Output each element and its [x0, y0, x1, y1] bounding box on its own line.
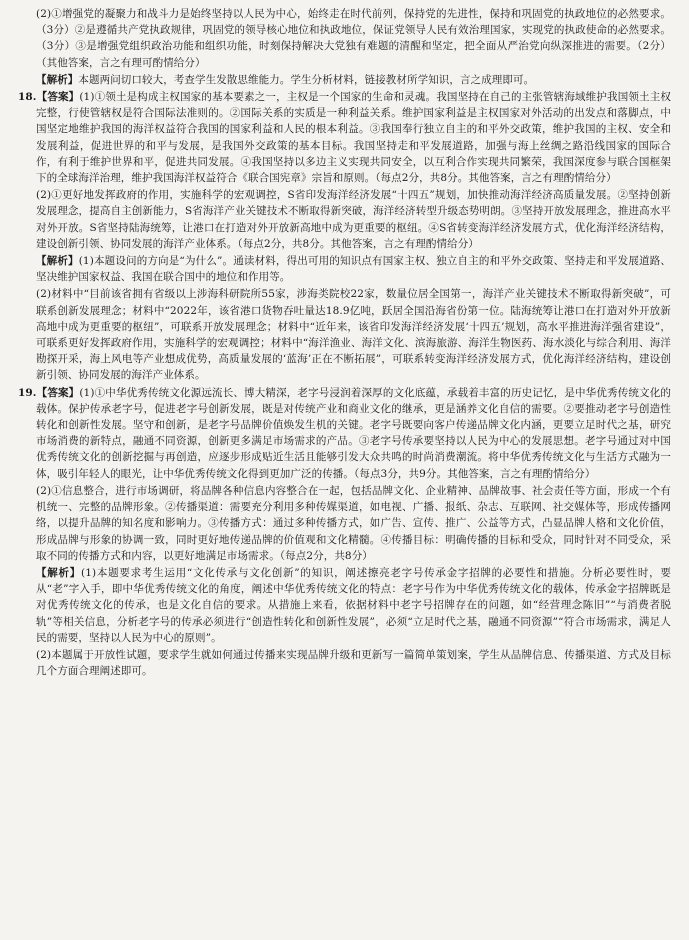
q18-part2-answer-text: (2)①更好地发挥政府的作用，实施科学的宏观调控，S省印发海洋经济发展“十四五”规划，加快推动海洋经济高质量发展。②坚持创新发展理念，提高自主创新能力，S省海洋产业关键技术不断取得新突破，海洋经济转型升级态势明朗。③坚持开放发展理念，推进高水平对外开放。S省坚持陆海统筹，让港口在打造对外开放新高地中成为更重要的枢纽。④S省转变海洋经济发展方式，优化海洋经济结构，建设创新引领、协同发展的海洋产业体系。（每点2分，共8分。其他答案，言之有理酌情给分） — [36, 189, 671, 250]
q18-analysis-part2-text: (2)材料中“目前该省拥有省级以上涉海科研院所55家，涉海类院校22家，数量位居全国第一，海洋产业关键技术不断取得新突破”，可联系创新发展理念；材料中“2022年，该省港口货物吞吐量达18.9亿吨，跃居全国沿海省份第一位。陆海统筹让港口在打造对外开放新高地中成为更重要的枢纽”，可联系开放发展理念；材料中“近年来，该省印发海洋经济发展‘十四五’规划，高水平推进海洋强省建设”，可联系更好发挥政府作用，实施科学的宏观调控；材料中“海洋渔业、海洋文化、滨海旅游、海洋生物医药、海水淡化与综合利用、海洋勘探开采，海上风电等产业想成优势，高质量发展的‘蓝海’正在不断拓展”，可联系转变海洋经济发展方式，优化海洋经济结构，建设创新引领、协同发展的海洋产业体系。 — [36, 288, 671, 382]
question-number-18: 18. — [18, 91, 37, 104]
q19-analysis-part2-text: (2)本题属于开放性试题，要求学生就如何通过传播来实现品牌升级和更新写一篇简单策划案，学生从品牌信息、传播渠道、方式及目标几个方面合理阐述即可。 — [36, 648, 671, 678]
q19-answer — [18, 385, 671, 482]
q19-part2-answer-text: (2)①信息整合，进行市场调研，将品牌各种信息内容整合在一起，包括品牌文化、企业精神、品牌故事、社会责任等方面，形成一个有机统一、完整的品牌形象。②传播渠道：需要充分利用多种传媒渠道，如电视、广播、报纸、杂志、互联网、社交媒体等，形成传播网络，以提升品牌的知名度和影响力。③传播方式：通过多种传播方式，如广告、宣传、推广、公益等方式，凸显品牌人格和文化价值，形成品牌与形象的协调一致，同时更好地传递品牌的价值观和文化精髓。④传播目标：明确传播的目标和受众，同时针对不同受众，采取不同的传播方式和内容，以更好地满足市场需求。（每点2分，共8分） — [36, 484, 671, 562]
q19-analysis-part1 — [18, 565, 671, 646]
q18-part1-answer-text: (1)①领土是构成主权国家的基本要素之一，主权是一个国家的生命和灵魂。我国坚持在自己的主张管辖海域维护我国领土主权完整，行使管辖权是符合国际法准则的。②国际关系的实质是一种利益关系。维护国家利益是主权国家对外活动的出发点和落脚点，中国坚定地维护我国的海洋权益符合我国的国家利益和人民的根本利益。③我国奉行独立自主的和平外交政策，维护我国的主权、安全和发展利益，促进世界的和平与发展，是我国外交政策的基本目标。我国坚持走和平发展道路，加强与海上丝绸之路沿线国家的国际合作，有利于维护世界和平，促进共同发展。④我国坚持以多边主义实现共同安全，以互利合作实现共同繁荣，我国深度参与联合国框架下的全球海洋治理，维护我国海洋权益符合《联合国宪章》宗旨和原则。（每点2分，共8分。其他答案，言之有理酌情给分） — [36, 91, 671, 185]
q19-part1-answer-text: (1)①中华优秀传统文化源远流长、博大精深，老字号浸润着深厚的文化底蕴，承载着丰富的历史记忆，是中华优秀传统文化的载体。保护传承老字号，促进老字号创新发展，既是对传统产业和商业文化的继承，更是涵养文化自信的需要。②要推动老字号创造性转化和创新性发展。坚守和创新，是老字号品牌价值焕发生机的关键。老字号既要向客户传递品牌文化内涵，更要立足时代之基，研究市场消费的新特点，融通不同资源，创新更多满足市场需求的产品。③老字号传承要坚持以人民为中心的发展思想。老字号通过对中国优秀传统文化的创新挖掘与再创造，应逐步形成贴近生活且能够引发大众共鸣的时尚消费潮流。将中华优秀传统文化与生活方式融为一体，吸引年轻人的眼光，让中华优秀传统文化得到更加广泛的传播。（每点3分，共9分。其他答案，言之有理酌情给分） — [36, 386, 671, 480]
q18-analysis-part1 — [18, 253, 671, 285]
analysis-tag: 【解析】 — [36, 73, 79, 86]
q19-analysis-part1-text: (1)本题要求考生运用“文化传承与文化创新”的知识，阐述擦亮老字号传承金字招牌的必要性和措施。分析必要性时，要从“老”字入手，即中华优秀传统文化的角度，阐述中华优秀传统文化的特点：老字号作为中华优秀传统文化的载体，传承金字招牌既是对优秀传统文化的传承，也是文化自信的要求。从措施上来看，依据材料中老字号招牌存在的问题，如“经营理念陈旧”“与消费者脱轨”等相关信息，分析老字号的传承必须进行“创造性转化和创新性发展”，必须“立足时代之基，融通不同资源”“符合市场需求，满足人民的需要，坚持以人民为中心的原则”。 — [36, 566, 672, 644]
q17-part2-answer — [18, 6, 671, 71]
q18-part2-answer — [18, 187, 671, 252]
q17-part2-answer-text: (2)①增强党的凝聚力和战斗力是始终坚持以人民为中心，始终走在时代前列，保持党的先进性，保持和巩固党的执政地位的必然要求。（3分）②是遵循共产党执政规律，巩固党的领导核心地位和执政地位，保证党领导人民有效治理国家，实现党的执政使命的必然要求。（3分）③是增强党组织政治功能和组织功能，时刻保持解决大党独有难题的清醒和坚定，把全面从严治党向纵深推进的需要。（2分）（其他答案，言之有理可酌情给分） — [36, 8, 671, 69]
analysis-tag: 【解析】 — [36, 566, 82, 579]
analysis-tag: 【解析】 — [36, 255, 79, 268]
q18-analysis-part1-text: (1)本题设问的方向是“为什么”。通读材料，得出可用的知识点有国家主权、独立自主的和平外交政策、坚持走和平发展道路、坚决维护国家权益、我国在联合国中的地位和作用等。 — [36, 255, 671, 284]
q19-part2-answer — [18, 483, 671, 564]
q18-answer — [18, 89, 671, 186]
q17-analysis-text: 本题两问切口较大，考查学生发散思维能力。学生分析材料，链接教材所学知识，言之成理即可。 — [78, 73, 535, 86]
answer-tag: 【答案】 — [36, 91, 80, 104]
q19-analysis-part2 — [18, 647, 671, 679]
q17-analysis — [18, 72, 671, 88]
q18-analysis-part2 — [18, 286, 671, 383]
question-number-19: 19. — [18, 386, 37, 399]
answer-tag: 【答案】 — [36, 386, 80, 399]
